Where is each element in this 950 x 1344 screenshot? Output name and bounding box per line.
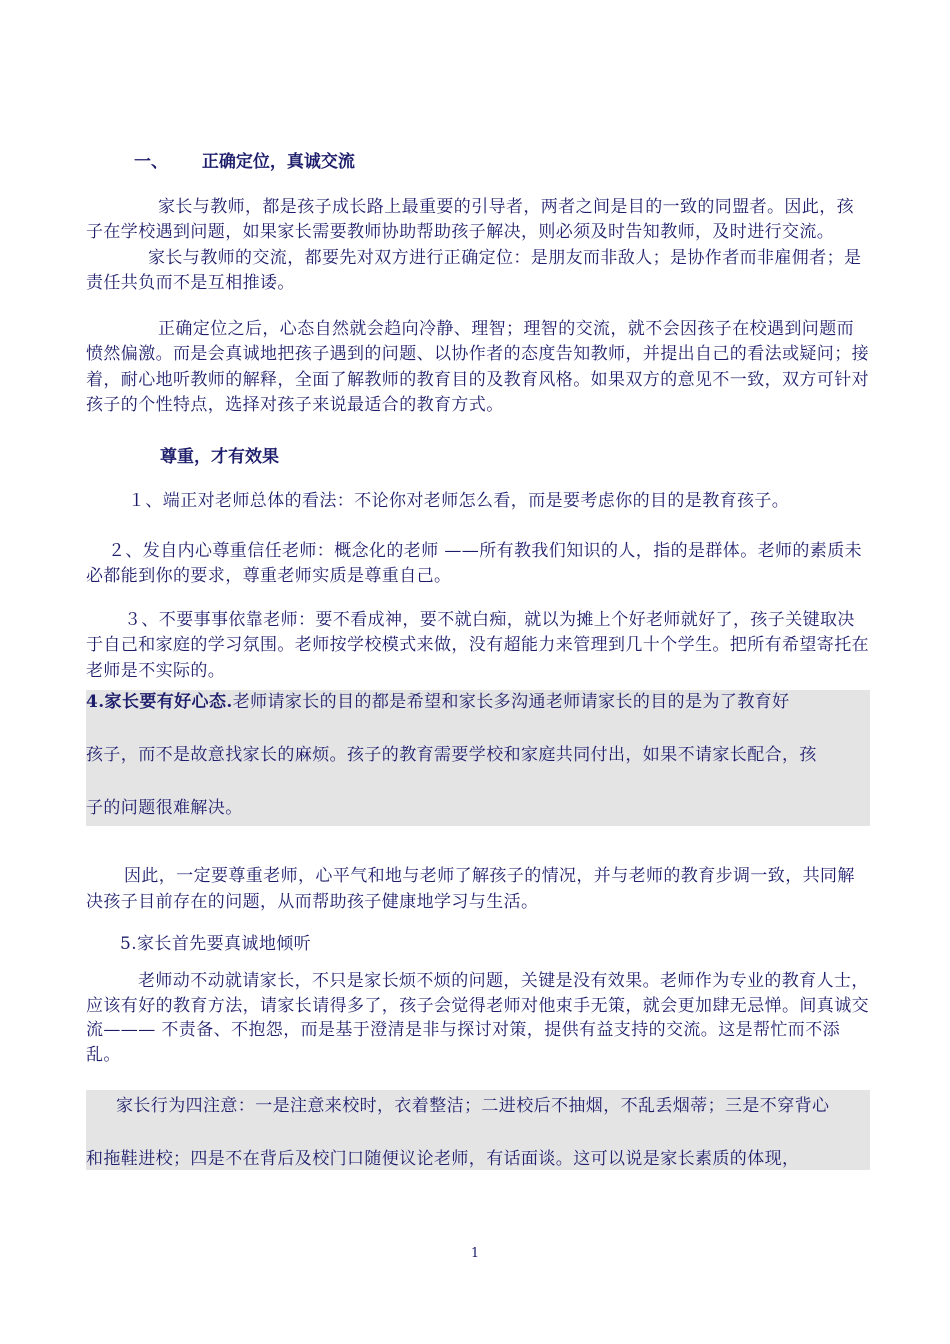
paragraph-2-text: 正确定位之后，心态自然就会趋向冷静、理智；理智的交流，就不会因孩子在校遇到问题而愤然偏激。而是会真诚地把孩子遇到的问题、以协作者的态度告知教师，并提出自己的看法或疑问；接着，耐心地听教师的解释，全面了解教师的教育目的及教育风格。如果双方的意见不一致，双方可针对孩子的个性特点，选择对孩子来说最适合的教育方式。 bbox=[86, 319, 869, 415]
paragraph-1b-text: 家长与教师的交流，都要先对双方进行正确定位：是朋友而非敌人；是协作者而非雇佣者；是责任共负而不是互相推诿。 bbox=[86, 247, 862, 293]
respect-paragraph-text: 因此，一定要尊重老师，心平气和地与老师了解孩子的情况，并与老师的教育步调一致，共同解决孩子目前存在的问题，从而帮助孩子健康地学习与生活。 bbox=[86, 866, 855, 912]
list-item-5 bbox=[86, 932, 870, 957]
listen-paragraph-text: 老师动不动就请家长，不只是家长烦不烦的问题，关键是没有效果。老师作为专业的教育人士，应该有好的教育方法，请家长请得多了，孩子会觉得老师对他束手无策，就会更加肆无忌惮。间真诚交流——— 不责备、不抱怨，而是基于澄清是非与探讨对策，提供有益支持的交流。这是帮忙而不添乱。 bbox=[86, 971, 869, 1065]
list-item-2 bbox=[86, 539, 870, 590]
conduct-line-1: 家长行为四注意：一是注意来校时，衣着整洁；二进校后不抽烟，不乱丢烟蒂；三是不穿背心 bbox=[116, 1096, 830, 1116]
section-1-paragraph-2 bbox=[86, 317, 870, 418]
list-item-3 bbox=[86, 608, 870, 684]
list-item-4-line-3: 子的问题很难解决。 bbox=[86, 798, 243, 818]
list-item-2-text: ２、发自内心尊重信任老师：概念化的老师 ——所有教我们知识的人，指的是群体。老师的素质未必都能到你的要求，尊重老师实质是尊重自己。 bbox=[86, 541, 863, 587]
list-item-4-lead: 4.家长要有好心态. bbox=[86, 692, 233, 712]
list-item-4-highlighted bbox=[86, 690, 870, 826]
list-item-1-text: １、端正对老师总体的看法：不论你对老师怎么看，而是要考虑你的目的是教育孩子。 bbox=[128, 491, 790, 511]
list-item-1 bbox=[86, 489, 870, 514]
respect-paragraph bbox=[86, 863, 870, 915]
section-1-heading bbox=[134, 147, 355, 172]
conduct-paragraph-highlighted bbox=[86, 1090, 870, 1170]
list-item-3-text: ３、不要事事依靠老师：要不看成神，要不就白痴，就以为摊上个好老师就好了，孩子关键取决于自己和家庭的学习氛围。老师按学校模式来做，没有超能力来管理到几十个学生。把所有希望寄托在老师是不实际的。 bbox=[86, 610, 869, 681]
listen-paragraph bbox=[86, 969, 870, 1067]
paragraph-1-text: 家长与教师，都是孩子成长路上最重要的引导者，两者之间是目的一致的同盟者。因此，孩子在学校遇到问题，如果家长需要教师协助帮助孩子解决，则必须及时告知教师，及时进行交流。 bbox=[86, 197, 854, 243]
conduct-line-2: 和拖鞋进校；四是不在背后及校门口随便议论老师，有话面谈。这可以说是家长素质的体现， bbox=[86, 1149, 800, 1169]
section-1-paragraph-1 bbox=[86, 195, 870, 296]
page-number: 1 bbox=[470, 1246, 480, 1261]
list-item-4-line-2: 孩子，而不是故意找家长的麻烦。孩子的教育需要学校和家庭共同付出，如果不请家长配合，孩 bbox=[86, 745, 817, 765]
section-2-heading: 尊重，才有效果 bbox=[160, 447, 279, 467]
list-item-4-line-1: 老师请家长的目的都是希望和家长多沟通老师请家长的目的是为了教育好 bbox=[232, 692, 790, 712]
section-1-number: 一、 bbox=[134, 152, 168, 172]
section-1-title: 正确定位，真诚交流 bbox=[201, 152, 355, 172]
list-item-5-text: 5.家长首先要真诚地倾听 bbox=[120, 934, 312, 954]
